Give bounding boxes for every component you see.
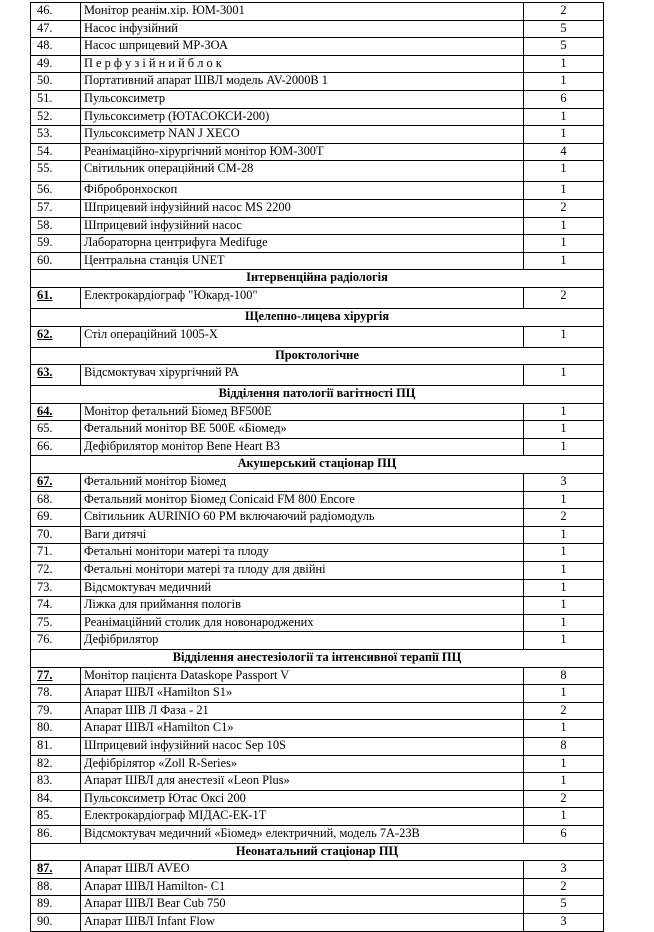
equipment-name: Монітор реанім.хір. ЮМ-3001 — [81, 3, 524, 21]
table-row — [31, 161, 604, 182]
equipment-quantity: 2 — [524, 878, 604, 896]
table-row — [31, 878, 604, 896]
section-header-row — [31, 650, 604, 668]
table-row — [31, 562, 604, 580]
table-row — [31, 808, 604, 826]
section-title: Відділення патології вагітності ПЦ — [31, 386, 604, 404]
equipment-name: Пульсоксиметр (ЮТАСОКСИ-200) — [81, 108, 524, 126]
table-row — [31, 38, 604, 56]
row-number: 47. — [31, 20, 81, 38]
row-number: 73. — [31, 579, 81, 597]
row-number: 88. — [31, 878, 81, 896]
row-number: 63. — [31, 365, 81, 386]
equipment-name: Шприцевий інфузійний насос — [81, 217, 524, 235]
table-row — [31, 403, 604, 421]
section-title: Щелепно-лицева хірургія — [31, 308, 604, 326]
equipment-name: Дефібрилятор монітор Bene Heart B3 — [81, 438, 524, 456]
equipment-name: Апарат ШВЛ «Hamilton S1» — [81, 685, 524, 703]
equipment-quantity: 1 — [524, 55, 604, 73]
table-row — [31, 438, 604, 456]
equipment-name: Монітор пацієнта Dataskope Passport V — [81, 667, 524, 685]
equipment-quantity: 1 — [524, 421, 604, 439]
equipment-quantity: 1 — [524, 755, 604, 773]
table-row — [31, 526, 604, 544]
equipment-quantity: 3 — [524, 474, 604, 492]
equipment-name: Дефібрілятор «Zoll R-Series» — [81, 755, 524, 773]
table-row — [31, 896, 604, 914]
table-row — [31, 20, 604, 38]
table-row — [31, 685, 604, 703]
equipment-name: Апарат ШВЛ AVEO — [81, 861, 524, 879]
section-header-row — [31, 843, 604, 861]
equipment-name: Портативний апарат ШВЛ модель AV-2000B 1 — [81, 73, 524, 91]
equipment-quantity: 6 — [524, 825, 604, 843]
section-header-row — [31, 386, 604, 404]
row-number: 78. — [31, 685, 81, 703]
section-header-row — [31, 347, 604, 365]
table-row — [31, 143, 604, 161]
equipment-quantity: 1 — [524, 365, 604, 386]
equipment-quantity: 1 — [524, 326, 604, 347]
equipment-quantity: 2 — [524, 287, 604, 308]
equipment-quantity: 5 — [524, 896, 604, 914]
row-number: 89. — [31, 896, 81, 914]
row-number: 56. — [31, 182, 81, 200]
row-number: 48. — [31, 38, 81, 56]
equipment-name: Апарат ШВЛ Infant Flow — [81, 913, 524, 931]
equipment-name: Реанімаційний столик для новонароджених — [81, 614, 524, 632]
equipment-name: Апарат ШВЛ Hamilton- C1 — [81, 878, 524, 896]
equipment-quantity: 6 — [524, 90, 604, 108]
equipment-name: Ваги дитячі — [81, 526, 524, 544]
table-row — [31, 737, 604, 755]
equipment-quantity: 1 — [524, 252, 604, 270]
equipment-name: Фетальні монітори матері та плоду для двійні — [81, 562, 524, 580]
row-number: 57. — [31, 199, 81, 217]
equipment-quantity: 1 — [524, 108, 604, 126]
equipment-name: Світильник операційний СМ-28 — [81, 161, 524, 182]
table-row — [31, 365, 604, 386]
equipment-quantity: 1 — [524, 73, 604, 91]
row-number: 70. — [31, 526, 81, 544]
row-number: 65. — [31, 421, 81, 439]
row-number: 62. — [31, 326, 81, 347]
equipment-name: Електрокардіограф МІДАС-ЕК-1Т — [81, 808, 524, 826]
equipment-quantity: 8 — [524, 737, 604, 755]
equipment-quantity: 1 — [524, 438, 604, 456]
row-number: 50. — [31, 73, 81, 91]
table-row — [31, 913, 604, 931]
equipment-quantity: 8 — [524, 667, 604, 685]
equipment-quantity: 1 — [524, 161, 604, 182]
table-row — [31, 544, 604, 562]
section-header-row — [31, 270, 604, 288]
row-number: 87. — [31, 861, 81, 879]
row-number: 61. — [31, 287, 81, 308]
section-header-row — [31, 456, 604, 474]
table-row — [31, 474, 604, 492]
section-title: Проктологічне — [31, 347, 604, 365]
equipment-quantity: 1 — [524, 562, 604, 580]
equipment-table — [30, 2, 604, 932]
equipment-quantity: 2 — [524, 790, 604, 808]
table-row — [31, 773, 604, 791]
table-row — [31, 861, 604, 879]
equipment-name: Пульсоксиметр — [81, 90, 524, 108]
equipment-name: Шприцевий інфузійний насос Sep 10S — [81, 737, 524, 755]
table-row — [31, 182, 604, 200]
row-number: 85. — [31, 808, 81, 826]
table-row — [31, 597, 604, 615]
row-number: 79. — [31, 702, 81, 720]
section-title: Інтервенційна радіологія — [31, 270, 604, 288]
equipment-name: Апарат ШВЛ «Hamilton C1» — [81, 720, 524, 738]
equipment-quantity: 1 — [524, 403, 604, 421]
equipment-quantity: 1 — [524, 632, 604, 650]
table-row — [31, 252, 604, 270]
row-number: 67. — [31, 474, 81, 492]
equipment-quantity: 1 — [524, 597, 604, 615]
equipment-name: Пульсоксиметр Ютас Оксі 200 — [81, 790, 524, 808]
row-number: 60. — [31, 252, 81, 270]
row-number: 49. — [31, 55, 81, 73]
row-number: 81. — [31, 737, 81, 755]
equipment-name: Фетальний монітор Біомед — [81, 474, 524, 492]
row-number: 84. — [31, 790, 81, 808]
equipment-name: Фібробронхоскоп — [81, 182, 524, 200]
equipment-name: Відсмоктувач медичний — [81, 579, 524, 597]
equipment-name: Апарат ШВЛ для анестезії «Leon Plus» — [81, 773, 524, 791]
row-number: 58. — [31, 217, 81, 235]
equipment-quantity: 3 — [524, 913, 604, 931]
equipment-quantity: 1 — [524, 808, 604, 826]
equipment-name: Фетальний монітор ВЕ 500Е «Біомед» — [81, 421, 524, 439]
equipment-name: Електрокардіограф "Юкард-100" — [81, 287, 524, 308]
equipment-name: Насос шприцевий МР-ЗОА — [81, 38, 524, 56]
row-number: 86. — [31, 825, 81, 843]
equipment-name: Насос інфузійний — [81, 20, 524, 38]
equipment-name: Центральна станція UNET — [81, 252, 524, 270]
table-row — [31, 702, 604, 720]
row-number: 66. — [31, 438, 81, 456]
row-number: 75. — [31, 614, 81, 632]
row-number: 59. — [31, 235, 81, 253]
section-title: Акушерський стаціонар ПЦ — [31, 456, 604, 474]
table-row — [31, 491, 604, 509]
equipment-quantity: 3 — [524, 861, 604, 879]
equipment-quantity: 2 — [524, 702, 604, 720]
equipment-quantity: 1 — [524, 126, 604, 144]
equipment-table-body — [31, 3, 604, 932]
equipment-quantity: 1 — [524, 579, 604, 597]
table-row — [31, 509, 604, 527]
row-number: 76. — [31, 632, 81, 650]
equipment-quantity: 1 — [524, 544, 604, 562]
equipment-name: Відсмоктувач хірургічний РА — [81, 365, 524, 386]
table-row — [31, 3, 604, 21]
equipment-quantity: 1 — [524, 526, 604, 544]
equipment-name: Відсмоктувач медичний «Біомед» електричний, модель 7А-23В — [81, 825, 524, 843]
equipment-quantity: 2 — [524, 3, 604, 21]
equipment-name: Світильник AURINIO 60 PM включаючий радіомодуль — [81, 509, 524, 527]
row-number: 83. — [31, 773, 81, 791]
equipment-quantity: 5 — [524, 20, 604, 38]
equipment-quantity: 1 — [524, 720, 604, 738]
equipment-name: Апарат ШВЛ Bear Cub 750 — [81, 896, 524, 914]
row-number: 51. — [31, 90, 81, 108]
table-row — [31, 790, 604, 808]
equipment-name: Ліжка для приймання пологів — [81, 597, 524, 615]
table-row — [31, 326, 604, 347]
equipment-name: Фетальний монітор Біомед Conicaid FM 800 Encore — [81, 491, 524, 509]
table-row — [31, 199, 604, 217]
table-row — [31, 90, 604, 108]
equipment-quantity: 1 — [524, 773, 604, 791]
table-row — [31, 55, 604, 73]
equipment-quantity: 1 — [524, 182, 604, 200]
section-header-row — [31, 308, 604, 326]
equipment-name: Фетальні монітори матері та плоду — [81, 544, 524, 562]
equipment-quantity: 1 — [524, 217, 604, 235]
equipment-quantity: 1 — [524, 614, 604, 632]
table-row — [31, 755, 604, 773]
row-number: 82. — [31, 755, 81, 773]
equipment-name: Пульсоксиметр NAN J XECO — [81, 126, 524, 144]
row-number: 71. — [31, 544, 81, 562]
row-number: 80. — [31, 720, 81, 738]
equipment-name: Реанімаційно-хірургічний монітор ЮМ-300Т — [81, 143, 524, 161]
row-number: 46. — [31, 3, 81, 21]
table-row — [31, 421, 604, 439]
table-row — [31, 73, 604, 91]
row-number: 77. — [31, 667, 81, 685]
equipment-name: Монітор фетальний Біомед BF500E — [81, 403, 524, 421]
equipment-name: Стіл операційний 1005-Х — [81, 326, 524, 347]
row-number: 90. — [31, 913, 81, 931]
table-row — [31, 667, 604, 685]
equipment-quantity: 1 — [524, 235, 604, 253]
section-title: Відділення анестезіології та інтенсивної терапії ПЦ — [31, 650, 604, 668]
equipment-quantity: 2 — [524, 199, 604, 217]
equipment-name: Дефібрилятор — [81, 632, 524, 650]
row-number: 54. — [31, 143, 81, 161]
table-row — [31, 720, 604, 738]
table-row — [31, 235, 604, 253]
equipment-name: Апарат ШВ Л Фаза - 21 — [81, 702, 524, 720]
table-row — [31, 614, 604, 632]
row-number: 64. — [31, 403, 81, 421]
table-row — [31, 217, 604, 235]
equipment-quantity: 1 — [524, 685, 604, 703]
row-number: 69. — [31, 509, 81, 527]
equipment-quantity: 5 — [524, 38, 604, 56]
row-number: 52. — [31, 108, 81, 126]
equipment-quantity: 1 — [524, 491, 604, 509]
table-row — [31, 287, 604, 308]
table-row — [31, 825, 604, 843]
row-number: 74. — [31, 597, 81, 615]
table-row — [31, 579, 604, 597]
row-number: 55. — [31, 161, 81, 182]
row-number: 53. — [31, 126, 81, 144]
equipment-name: Шприцевий інфузійний насос MS 2200 — [81, 199, 524, 217]
equipment-name: П е р ф у з і й н и й б л о к — [81, 55, 524, 73]
equipment-quantity: 4 — [524, 143, 604, 161]
row-number: 72. — [31, 562, 81, 580]
section-title: Неонатальний стаціонар ПЦ — [31, 843, 604, 861]
equipment-name: Лабораторна центрифуга Medifuge — [81, 235, 524, 253]
table-row — [31, 632, 604, 650]
table-row — [31, 126, 604, 144]
row-number: 68. — [31, 491, 81, 509]
equipment-quantity: 2 — [524, 509, 604, 527]
table-row — [31, 108, 604, 126]
